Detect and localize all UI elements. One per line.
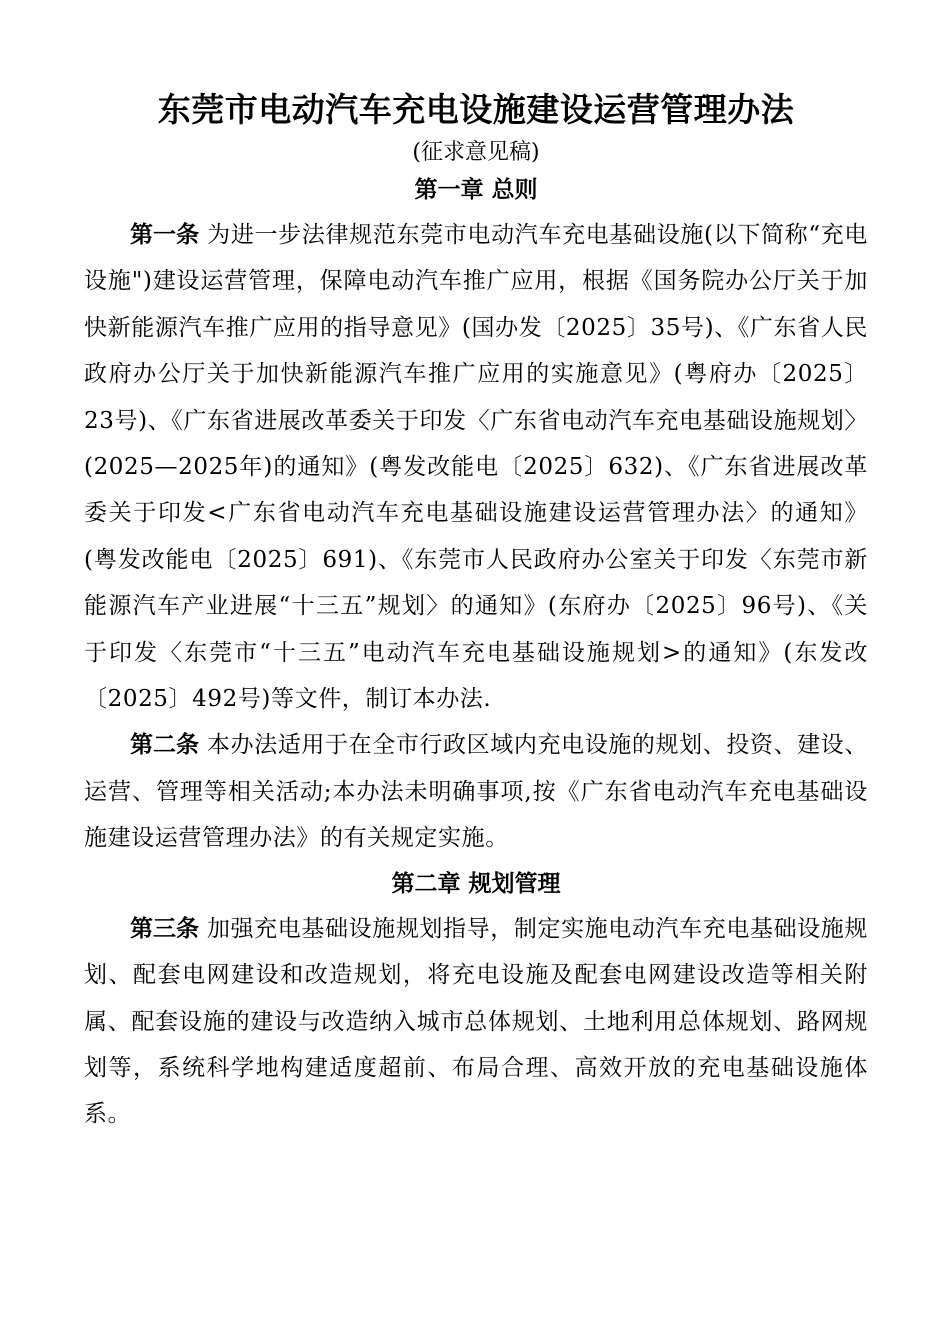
document-title: 东莞市电动汽车充电设施建设运营管理办法 [157, 90, 795, 129]
document-page [84, 88, 868, 1138]
article-text: 为进一步法律规范东莞市电动汽车充电基础设施(以下简称“充电设施")建设运营管理，保障电动汽车推广应用，根据《国务院办公厅关于加快新能源汽车推广应用的指导意见》(国办发〔2025〕35号)、《广东省人民政府办公厅关于加快新能源汽车推广应用的实施意见》(粤府办〔2025〕23号)、《广东省进展改革委关于印发〈广东省电动汽车充电基础设施规划〉(2025—2025年)的通知》(粤发改能电〔2025〕632)、《广东省进展改革委关于印发<广东省电动汽车充电基础设施建设运营管理办法〉的通知》(粤发改能电〔2025〕691)、《东莞市人民政府办公室关于印发〈东莞市新能源汽车产业进展“十三五”规划〉的通知》(东府办〔2025〕96号)、《关于印发〈东莞市“十三五”电动汽车充电基础设施规划>的通知》(东发改〔2025〕492号)等文件，制订本办法. [84, 222, 868, 713]
article-2 [84, 722, 868, 861]
article-label: 第一条 [130, 222, 200, 248]
article-text: 本办法适用于在全市行政区域内充电设施的规划、投资、建设、运营、管理等相关活动;本办法未明确事项,按《广东省电动汽车充电基础设施建设运营管理办法》的有关规定实施。 [84, 732, 868, 852]
article-text: 加强充电基础设施规划指导，制定实施电动汽车充电基础设施规划、配套电网建设和改造规划，将充电设施及配套电网建设改造等相关附属、配套设施的建设与改造纳入城市总体规划、土地利用总体规划、路网规划等，系统科学地构建适度超前、布局合理、高效开放的充电基础设施体系。 [84, 915, 868, 1128]
article-3 [84, 906, 868, 1138]
chapter-heading-1: 第一章 总则 [414, 177, 538, 203]
article-1 [84, 212, 868, 722]
document-subtitle: (征求意见稿) [412, 140, 540, 165]
chapter-heading-2: 第二章 规划管理 [391, 870, 561, 897]
article-label: 第三条 [130, 915, 200, 942]
article-label: 第二条 [130, 732, 200, 759]
